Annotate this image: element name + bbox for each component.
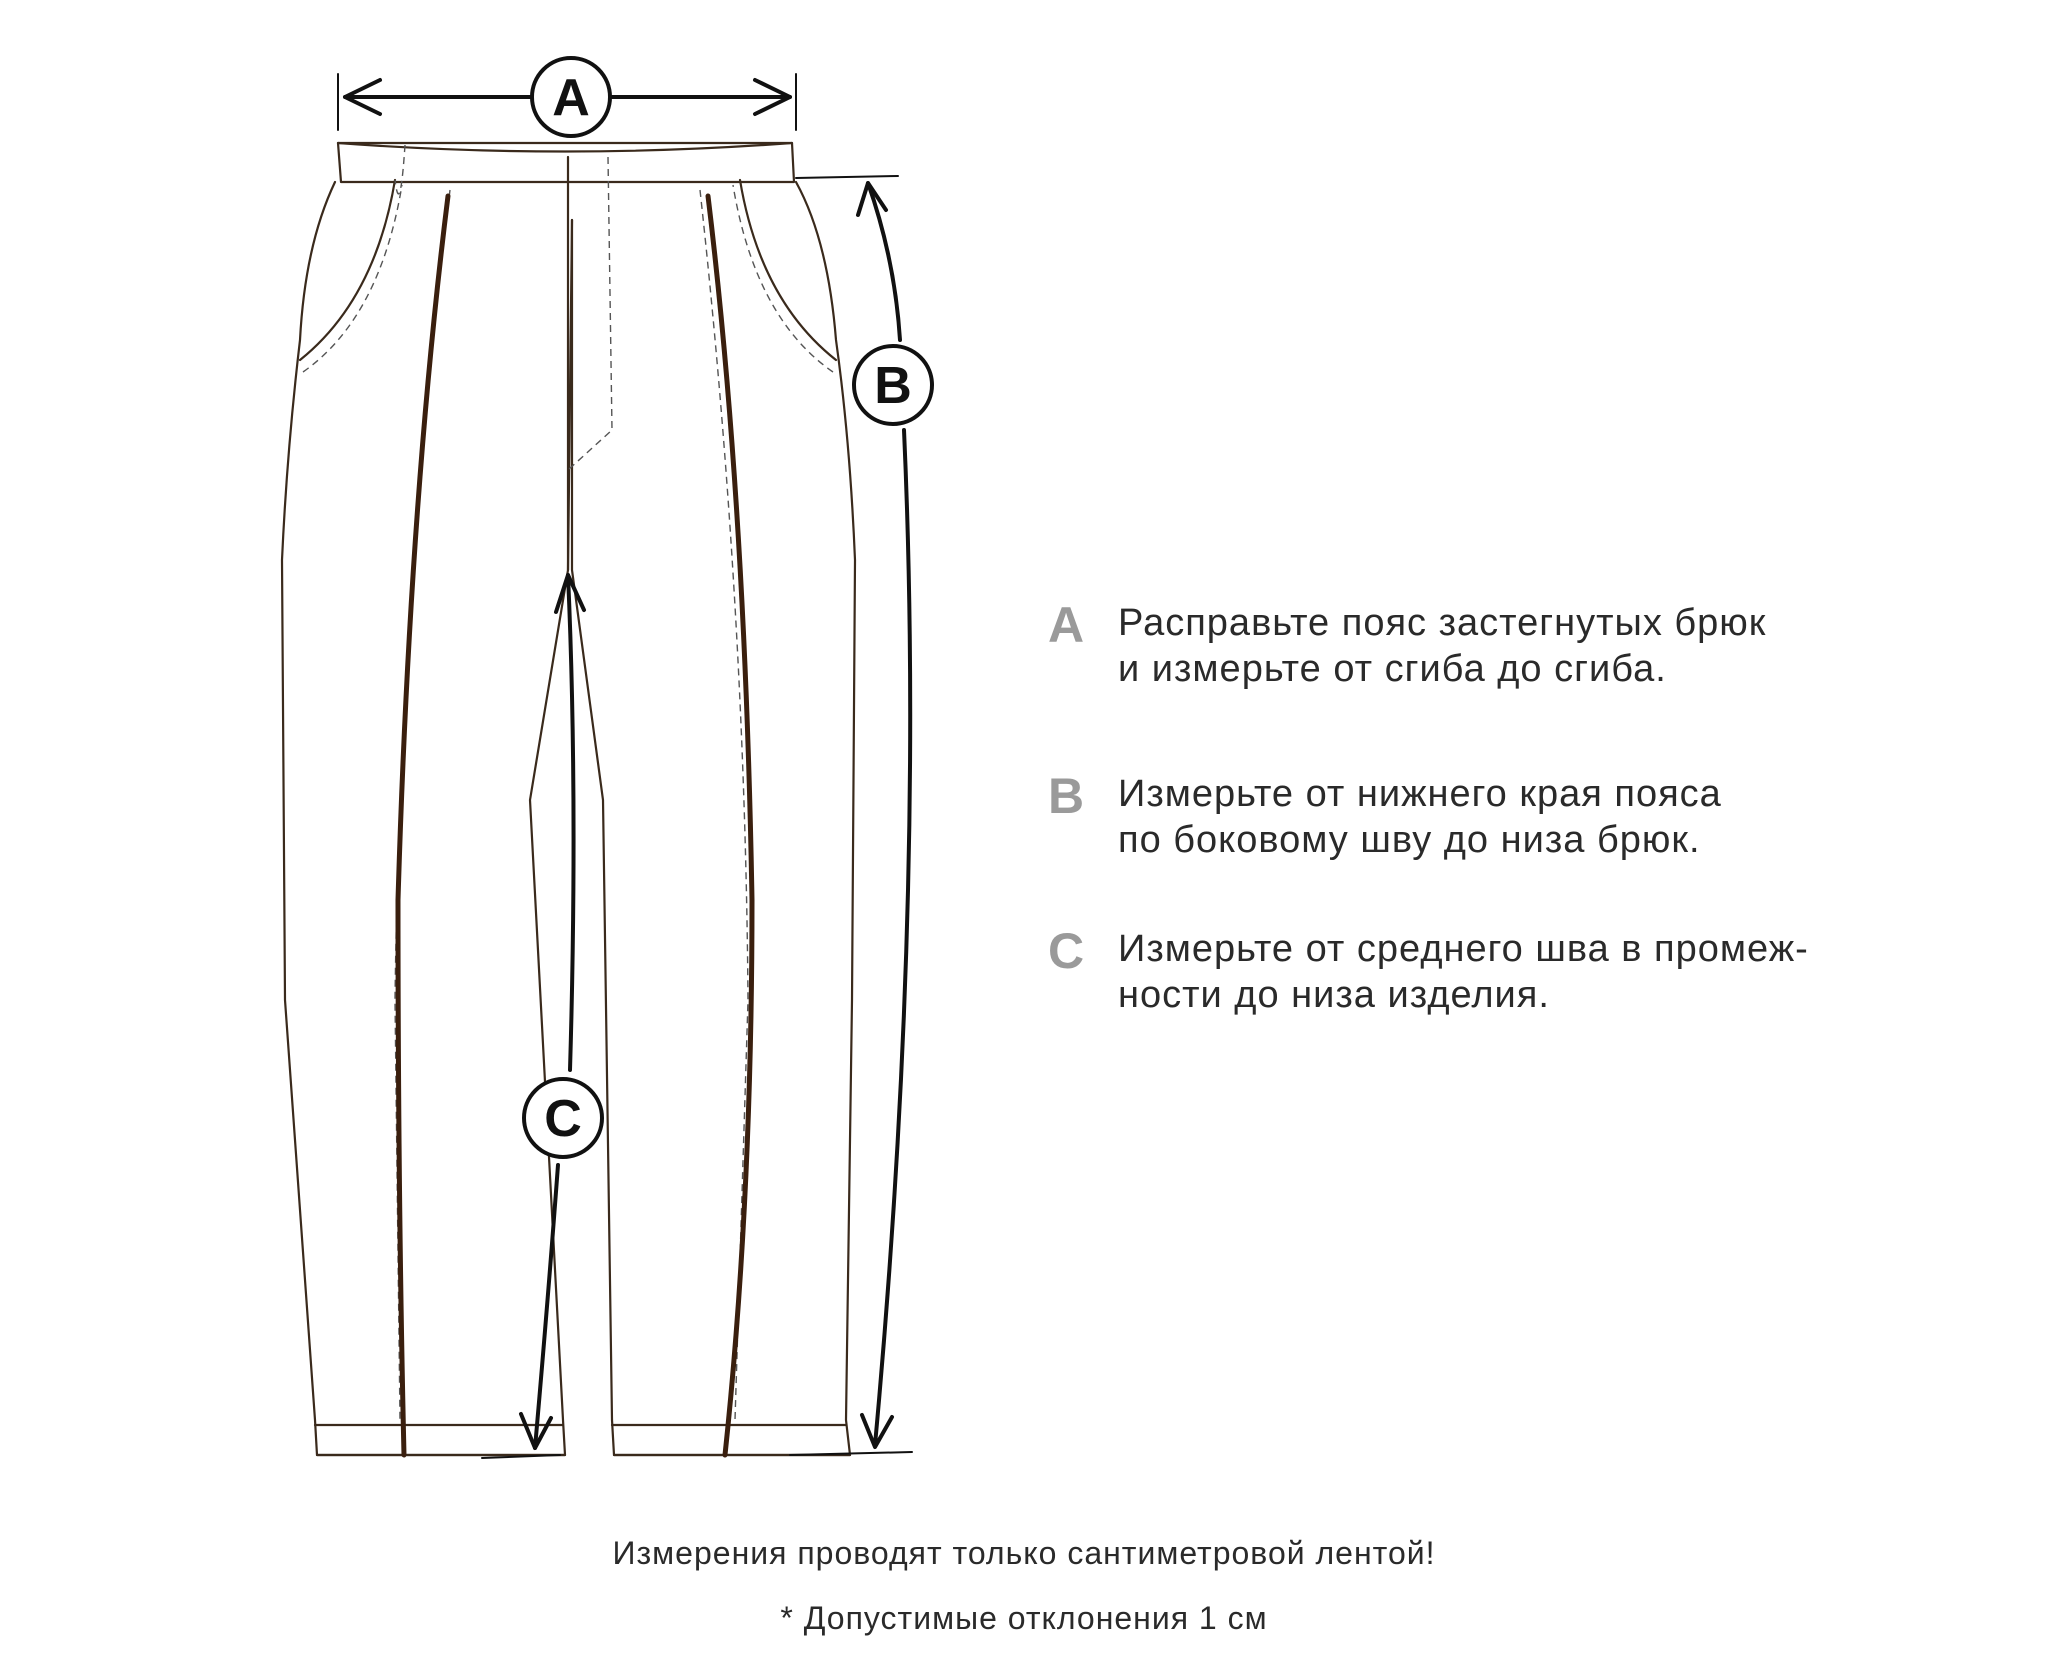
- marker-b-label: B: [874, 357, 912, 415]
- instruction-b-line-2: по боковому шву до низа брюк.: [1118, 819, 1701, 861]
- waistband: [338, 143, 794, 182]
- instruction-a: [1048, 597, 1948, 700]
- footer-note: Измерения проводят только сантиметровой лентой!: [612, 1535, 1436, 1571]
- marker-a-label: A: [552, 69, 590, 127]
- right-cuff: [612, 1425, 850, 1455]
- instruction-b-letter: B: [1048, 768, 1085, 824]
- right-pocket: [740, 180, 836, 360]
- left-crease: [398, 196, 448, 1455]
- instruction-c-letter: C: [1048, 923, 1085, 979]
- pants-outline: [282, 143, 855, 1455]
- left-pocket: [300, 180, 395, 360]
- instruction-a-line-1: Расправьте пояс застегнутых брюк: [1118, 602, 1767, 644]
- instruction-a-line-2: и измерьте от сгиба до сгиба.: [1118, 648, 1667, 690]
- instruction-c: [1048, 923, 1948, 1026]
- instruction-c-line-2: ности до низа изделия.: [1118, 974, 1550, 1016]
- arrow-c: [482, 575, 584, 1458]
- instruction-b-line-1: Измерьте от нижнего края пояса: [1118, 773, 1722, 815]
- instruction-a-letter: A: [1048, 597, 1085, 653]
- right-leg-outline: [572, 182, 855, 1455]
- instruction-c-line-1: Измерьте от среднего шва в промеж-: [1118, 928, 1809, 970]
- instruction-b: [1048, 768, 1948, 871]
- waistband-top-edge: [338, 143, 792, 152]
- marker-c-label: C: [544, 1090, 582, 1148]
- footer-tolerance: * Допустимые отклонения 1 см: [780, 1600, 1268, 1636]
